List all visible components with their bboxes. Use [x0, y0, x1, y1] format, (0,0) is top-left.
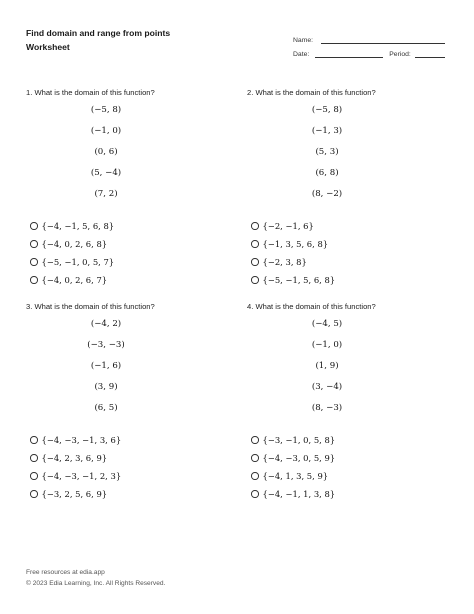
point: (7, 2) — [94, 189, 118, 199]
worksheet-title — [26, 26, 170, 54]
point: (−3, −3) — [87, 340, 125, 350]
name-label: Name: — [293, 37, 314, 44]
period-field[interactable] — [415, 50, 445, 58]
answer-option[interactable] — [251, 453, 335, 463]
radio-button[interactable] — [30, 436, 38, 444]
student-info — [293, 30, 445, 58]
point: (6, 5) — [94, 403, 118, 413]
date-field[interactable] — [315, 50, 383, 58]
radio-button[interactable] — [30, 276, 38, 284]
option-text: {−2, 3, 8} — [262, 257, 307, 267]
point: (−4, 5) — [311, 319, 343, 329]
question-title: 1. What is the domain of this function? — [26, 88, 155, 97]
radio-button[interactable] — [251, 240, 259, 248]
option-text: {−3, −1, 0, 5, 8} — [262, 435, 336, 445]
radio-button[interactable] — [251, 454, 259, 462]
answer-option[interactable] — [251, 257, 307, 267]
answer-option[interactable] — [251, 435, 335, 445]
point: (0, 6) — [94, 147, 118, 157]
answer-option[interactable] — [30, 239, 107, 249]
radio-button[interactable] — [30, 258, 38, 266]
option-text: {−5, −1, 0, 5, 7} — [41, 257, 115, 267]
answer-option[interactable] — [30, 435, 121, 445]
answer-option[interactable] — [30, 275, 107, 285]
radio-button[interactable] — [30, 454, 38, 462]
option-text: {−4, −1, 1, 3, 8} — [262, 489, 336, 499]
radio-button[interactable] — [251, 258, 259, 266]
radio-button[interactable] — [30, 222, 38, 230]
footer — [26, 568, 165, 589]
footer-resources-link[interactable]: Free resources at edia.app — [26, 569, 105, 576]
answer-option[interactable] — [30, 471, 121, 481]
worksheet-title-line2: Worksheet — [26, 42, 70, 52]
point: (3, 9) — [94, 382, 118, 392]
question-4 — [247, 302, 457, 499]
option-text: {−1, 3, 5, 6, 8} — [262, 239, 329, 249]
option-text: {−4, 0, 2, 6, 8} — [41, 239, 108, 249]
question-title: 3. What is the domain of this function? — [26, 302, 155, 311]
radio-button[interactable] — [30, 240, 38, 248]
point: (3, −4) — [311, 382, 343, 392]
option-text: {−2, −1, 6} — [262, 221, 314, 231]
point: (−5, 8) — [311, 105, 343, 115]
point: (8, −3) — [311, 403, 343, 413]
option-text: {−4, −1, 5, 6, 8} — [41, 221, 115, 231]
point: (−1, 0) — [311, 340, 343, 350]
option-text: {−4, −3, 0, 5, 9} — [262, 453, 336, 463]
point: (1, 9) — [315, 361, 339, 371]
answer-option[interactable] — [30, 221, 114, 231]
question-2 — [247, 88, 457, 285]
answer-option[interactable] — [251, 221, 314, 231]
option-text: {−4, −3, −1, 2, 3} — [41, 471, 122, 481]
radio-button[interactable] — [30, 490, 38, 498]
option-text: {−4, 1, 3, 5, 9} — [262, 471, 329, 481]
option-text: {−4, −3, −1, 3, 6} — [41, 435, 122, 445]
answer-option[interactable] — [251, 489, 335, 499]
point: (−5, 8) — [90, 105, 122, 115]
footer-copyright: © 2023 Edia Learning, Inc. All Rights Reserved. — [26, 579, 166, 587]
point: (−1, 6) — [90, 361, 122, 371]
radio-button[interactable] — [251, 490, 259, 498]
radio-button[interactable] — [251, 472, 259, 480]
answer-option[interactable] — [30, 489, 107, 499]
answer-option[interactable] — [30, 453, 107, 463]
worksheet-title-line1: Find domain and range from points — [26, 28, 171, 38]
answer-option[interactable] — [30, 257, 114, 267]
answer-option[interactable] — [251, 471, 328, 481]
point: (−1, 0) — [90, 126, 122, 136]
point: (5, −4) — [90, 168, 122, 178]
option-text: {−5, −1, 5, 6, 8} — [262, 275, 336, 285]
question-1 — [26, 88, 236, 285]
option-text: {−3, 2, 5, 6, 9} — [41, 489, 108, 499]
radio-button[interactable] — [251, 436, 259, 444]
option-text: {−4, 0, 2, 6, 7} — [41, 275, 108, 285]
date-label: Date: — [293, 51, 310, 58]
radio-button[interactable] — [251, 222, 259, 230]
point: (−1, 3) — [311, 126, 343, 136]
question-title: 2. What is the domain of this function? — [247, 88, 376, 97]
point: (5, 3) — [315, 147, 339, 157]
name-row — [293, 30, 445, 44]
point: (8, −2) — [311, 189, 343, 199]
radio-button[interactable] — [30, 472, 38, 480]
point: (−4, 2) — [90, 319, 122, 329]
name-field[interactable] — [321, 36, 445, 44]
date-period-row — [293, 44, 445, 58]
radio-button[interactable] — [251, 276, 259, 284]
option-text: {−4, 2, 3, 6, 9} — [41, 453, 108, 463]
question-title: 4. What is the domain of this function? — [247, 302, 376, 311]
answer-option[interactable] — [251, 275, 335, 285]
period-label: Period: — [389, 51, 411, 58]
point: (6, 8) — [315, 168, 339, 178]
question-3 — [26, 302, 236, 499]
answer-option[interactable] — [251, 239, 328, 249]
